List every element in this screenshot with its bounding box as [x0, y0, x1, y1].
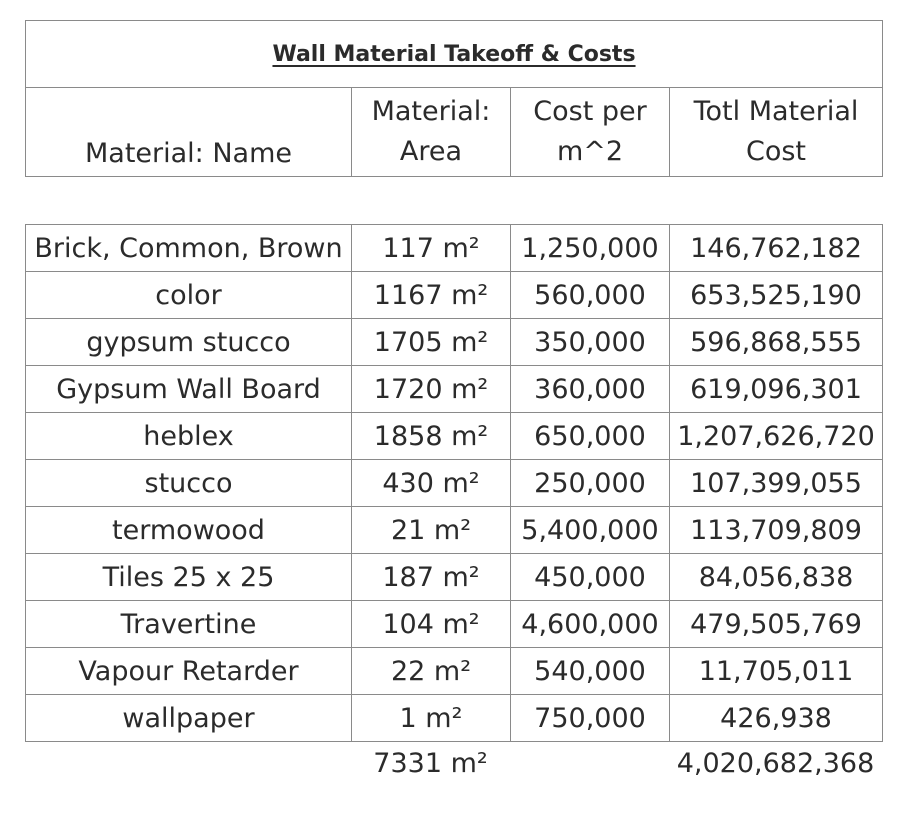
- cell-cost-per: 560,000: [511, 272, 670, 319]
- cell-material-area: 1705 m²: [352, 319, 511, 366]
- cell-total-cost: 107,399,055: [670, 460, 883, 507]
- cell-material-area: 117 m²: [352, 225, 511, 272]
- cell-cost-per: 360,000: [511, 366, 670, 413]
- cell-cost-per: 350,000: [511, 319, 670, 366]
- cell-material-area: 1858 m²: [352, 413, 511, 460]
- material-rows: [26, 225, 883, 742]
- header-total-cost: [670, 88, 883, 177]
- schedule-title: Wall Material Takeoff & Costs: [272, 41, 636, 67]
- schedule-header: [25, 20, 883, 177]
- header-cost-per-line-2: m^2: [556, 136, 624, 167]
- cell-total-cost: 619,096,301: [670, 366, 883, 413]
- table-row: [26, 319, 883, 366]
- header-cost-per: [511, 88, 670, 177]
- table-row: [26, 695, 883, 742]
- table-row: [26, 272, 883, 319]
- cell-total-cost: 596,868,555: [670, 319, 883, 366]
- cell-material-area: 21 m²: [352, 507, 511, 554]
- header-total-cost-line-2: Cost: [745, 136, 807, 167]
- table-row: [26, 413, 883, 460]
- cell-material-name: gypsum stucco: [26, 319, 352, 366]
- cell-cost-per: 450,000: [511, 554, 670, 601]
- cell-material-name: stucco: [26, 460, 352, 507]
- cell-total-cost: 84,056,838: [670, 554, 883, 601]
- cell-material-name: color: [26, 272, 352, 319]
- cell-cost-per: 4,600,000: [511, 601, 670, 648]
- cell-material-area: 187 m²: [352, 554, 511, 601]
- table-row: [26, 507, 883, 554]
- cell-material-area: 104 m²: [352, 601, 511, 648]
- cell-material-area: 1167 m²: [352, 272, 511, 319]
- cell-cost-per: 750,000: [511, 695, 670, 742]
- header-material-name-line-1: Material: Name: [84, 138, 293, 169]
- cell-cost-per: 5,400,000: [511, 507, 670, 554]
- cell-total-cost: 11,705,011: [670, 648, 883, 695]
- header-material-area: [352, 88, 511, 177]
- cell-total-cost: 479,505,769: [670, 601, 883, 648]
- total-material-cost: 4,020,682,368: [676, 748, 875, 779]
- cell-material-name: heblex: [26, 413, 352, 460]
- header-total-cost-line-1: Totl Material: [693, 96, 859, 127]
- cell-material-name: wallpaper: [26, 695, 352, 742]
- totals-row: [25, 742, 882, 792]
- cell-material-area: 430 m²: [352, 460, 511, 507]
- table-row: [26, 601, 883, 648]
- table-row: [26, 366, 883, 413]
- schedule-sheet: [25, 20, 882, 792]
- cell-total-cost: 653,525,190: [670, 272, 883, 319]
- table-row: [26, 554, 883, 601]
- table-row: [26, 648, 883, 695]
- cell-cost-per: 650,000: [511, 413, 670, 460]
- header-material-area-line-1: Material:: [371, 96, 491, 127]
- header-material-name: [26, 88, 352, 177]
- table-row: [26, 460, 883, 507]
- cell-material-name: Travertine: [26, 601, 352, 648]
- cell-material-name: Vapour Retarder: [26, 648, 352, 695]
- header-material-area-line-2: Area: [399, 136, 463, 167]
- schedule-title-cell: [26, 21, 883, 88]
- header-gap: [25, 177, 882, 224]
- cell-material-area: 22 m²: [352, 648, 511, 695]
- cell-total-cost: 146,762,182: [670, 225, 883, 272]
- cell-cost-per: 1,250,000: [511, 225, 670, 272]
- cell-total-cost: 426,938: [670, 695, 883, 742]
- cell-material-name: Brick, Common, Brown: [26, 225, 352, 272]
- total-area: 7331 m²: [373, 748, 488, 779]
- header-cost-per-line-1: Cost per: [533, 96, 647, 127]
- cell-total-cost: 1,207,626,720: [670, 413, 883, 460]
- table-row: [26, 225, 883, 272]
- material-table: [25, 224, 883, 742]
- cell-material-name: termowood: [26, 507, 352, 554]
- cell-total-cost: 113,709,809: [670, 507, 883, 554]
- cell-material-name: Gypsum Wall Board: [26, 366, 352, 413]
- cell-material-area: 1720 m²: [352, 366, 511, 413]
- cell-cost-per: 250,000: [511, 460, 670, 507]
- cell-material-name: Tiles 25 x 25: [26, 554, 352, 601]
- cell-cost-per: 540,000: [511, 648, 670, 695]
- column-header-row: [26, 88, 883, 177]
- cell-material-area: 1 m²: [352, 695, 511, 742]
